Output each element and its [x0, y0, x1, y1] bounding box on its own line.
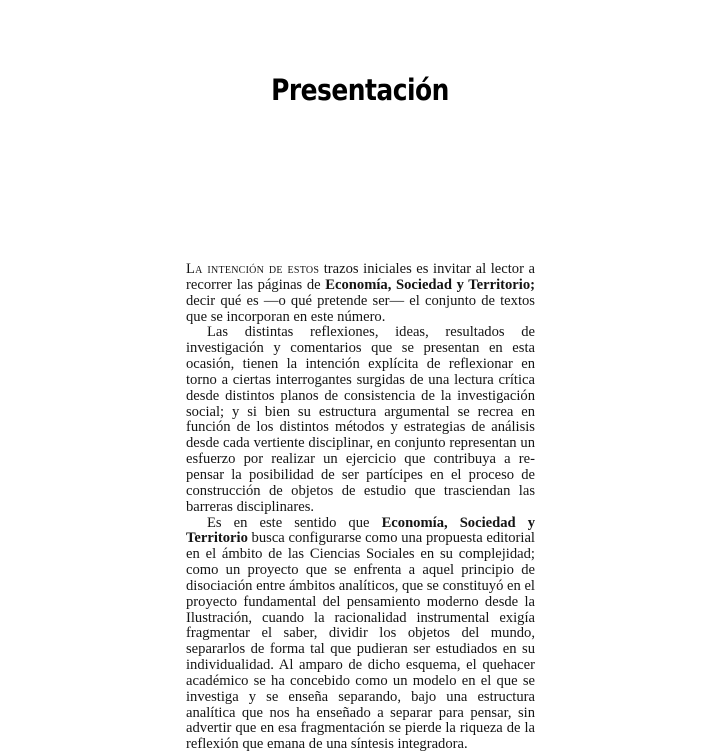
paragraph-text-run: Es en este sentido que: [207, 515, 382, 531]
body-paragraph: [186, 262, 535, 325]
paragraph-text-run: busca configurarse como una propuesta editorial en el ámbito de las Ciencias Sociales en su complejidad; como un proyecto que se enfrenta a aquel principio de disociación entre ámbitos analíticos, que se constituyó en el proyecto fundamental del pensamiento moderno desde la Ilustración, cuando la racionalidad instrumental exigía fragmentar el saber, dividir los objetos del mundo, separarlos de forma tal que pudieran ser estudiados en su individualidad. Al amparo de dicho esquema, el quehacer académico se ha concebido como un modelo en el que se investiga y se enseña separando, bajo una estructura analítica que nos ha enseñado a separar para pensar, sin advertir que en esa fragmentación se pierde la riqueza de la reflexión que emana de una síntesis integradora.: [186, 530, 535, 752]
page-title: Presentación: [50, 73, 669, 107]
paragraph-opening-smallcaps: La intención de estos: [186, 261, 319, 277]
paragraph-text-run: Las distintas reflexiones, ideas, resultados de investigación y comentarios que se presentan en esta ocasión, tienen la intención explícita de reflexionar en torno a ciertas interrogantes surgidas de una lectura crítica desde distintos planos de consistencia de la investigación social; y si bien su estructura argumental se recrea en función de los distintos métodos y estrategias de análisis desde cada vertiente disciplinar, en conjunto representan un esfuerzo por realizar un ejercicio que contribuya a re-pensar la posibilidad de ser partícipes en el proceso de construcción de objetos de estudio que trasciendan las barreras disciplinares.: [186, 324, 535, 514]
body-text-column: [186, 262, 535, 753]
journal-title-emphasis: Economía, Sociedad y Territorio;: [325, 277, 535, 293]
journal-title-emphasis: Economía, Sociedad y Territorio: [186, 515, 535, 547]
body-paragraph: [186, 516, 535, 753]
paragraph-text-run: trazos iniciales es invitar al lector a recorrer las páginas de: [186, 261, 535, 293]
body-paragraph: [186, 325, 535, 515]
paragraph-text-run: decir qué es —o qué pretende ser— el conjunto de textos que se incorporan en este número.: [186, 293, 535, 325]
